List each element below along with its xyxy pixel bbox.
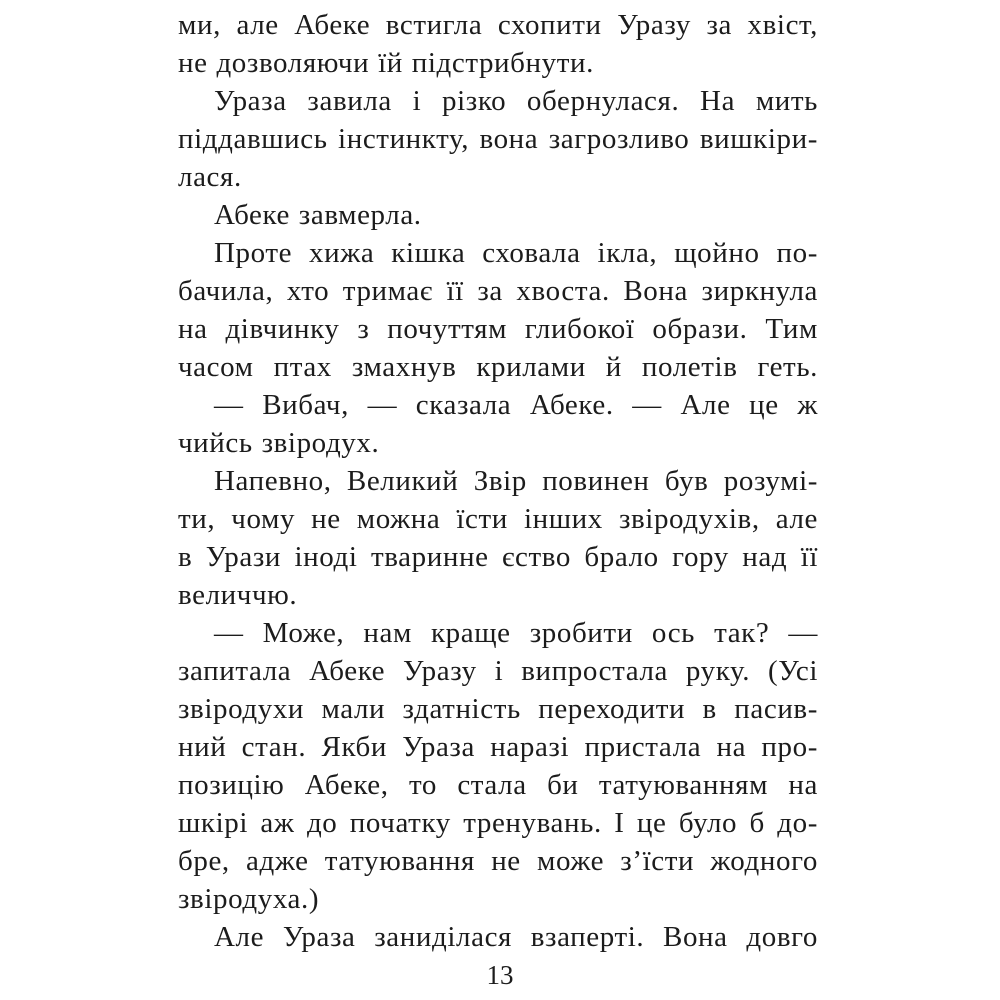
text-line: піддавшись інстинкту, вона загрозливо вишкіри- (178, 123, 818, 155)
text-line: Ураза завила і різко обернулася. На мить (214, 85, 818, 117)
text-line: ми, але Абеке встигла схопити Уразу за хвіст, (178, 9, 818, 41)
text-line: Абеке завмерла. (214, 199, 422, 231)
text-line: не дозволяючи їй підстрибнути. (178, 47, 594, 79)
text-line: бачила, хто тримає її за хвоста. Вона зиркнула (178, 275, 818, 307)
text-line: Але Ураза занидiлася взаперті. Вона довго (214, 921, 818, 953)
text-line: шкірі аж до початку тренувань. І це було б до- (178, 807, 818, 839)
text-line: величчю. (178, 579, 298, 611)
text-line: часом птах змахнув крилами й полетів геть. (178, 351, 818, 383)
text-line: ний стан. Якби Ураза наразі пристала на про- (178, 731, 818, 763)
text-line: чийсь звіродух. (178, 427, 380, 459)
text-line: звіродухи мали здатність переходити в пасив- (178, 693, 818, 725)
page-number: 13 (486, 960, 514, 990)
text-line: звіродуха.) (178, 883, 320, 915)
text-line: на дівчинку з почуттям глибокої образи. Тим (178, 313, 818, 345)
text-line: — Вибач, — сказала Абеке. — Але це ж (214, 389, 818, 421)
text-line: позицію Абеке, то стала би татуюванням на (178, 769, 818, 801)
text-line: ти, чому не можна їсти інших звіродухів, але (178, 503, 818, 535)
text-line: лася. (178, 161, 242, 193)
text-line: запитала Абеке Уразу і випростала руку. (Усі (178, 655, 818, 687)
text-line: бре, адже татуювання не може з’їсти жодного (178, 845, 818, 877)
text-line: в Урази іноді тваринне єство брало гору над її (178, 541, 818, 573)
text-line: Напевно, Великий Звір повинен був розумі- (214, 465, 818, 497)
text-line: — Може, нам краще зробити ось так? — (214, 617, 818, 649)
text-line: Проте хижа кішка сховала ікла, щойно по- (214, 237, 818, 269)
